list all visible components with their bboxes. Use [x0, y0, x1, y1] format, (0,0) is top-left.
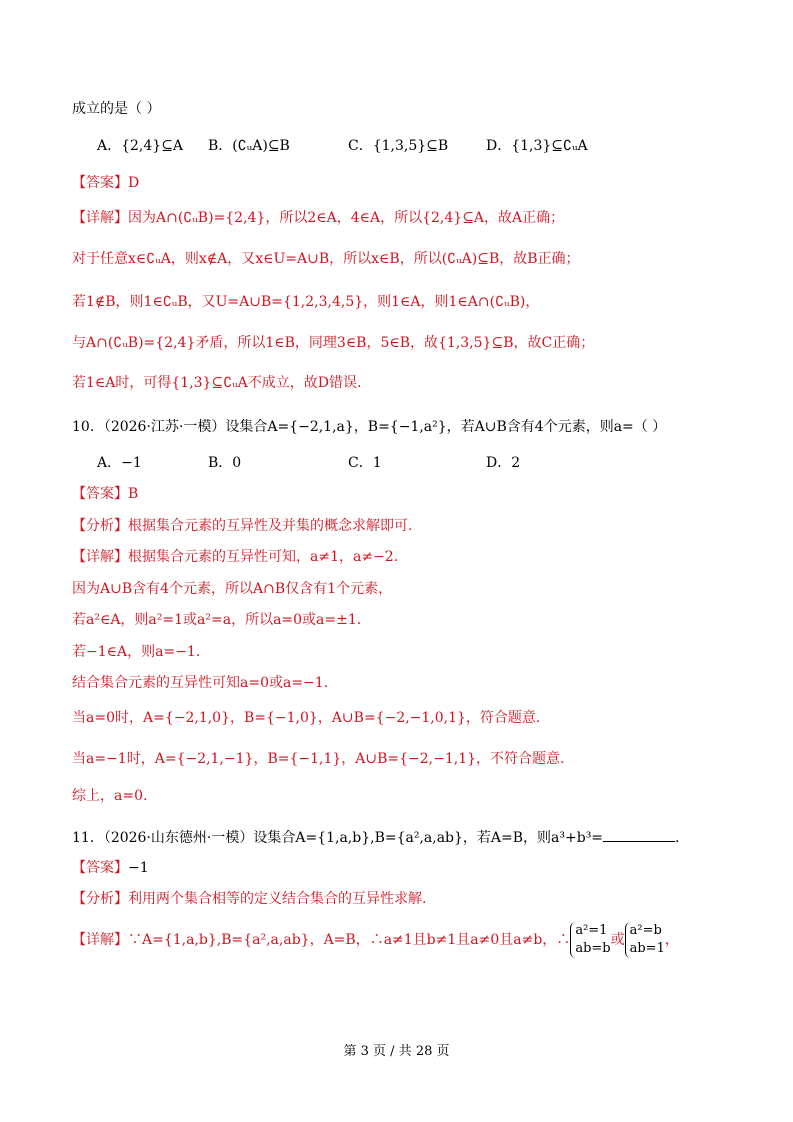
option-d: D．2 — [486, 455, 521, 471]
answer — [72, 858, 149, 878]
answer-blank — [603, 827, 675, 842]
question-11-text: 11．（2026·山东德州·一模）设集合A={1,a,b},B={a²,a,ab}，若A=B，则a³+b³= — [72, 830, 604, 846]
detail-line: 当a=0时，A={−2,1,0}，B={−1,0}，A∪B={−2,−1,0,1}，符合题意. — [72, 710, 541, 726]
detail-line: 对于任意x∈∁ᵤA，则x∉A，又x∈U=A∪B，所以x∈B，所以(∁ᵤA)⊆B，故B正确； — [72, 251, 580, 267]
detail-line: 因为A∪B含有4个元素，所以A∩B仅含有1个元素， — [72, 581, 393, 597]
period: . — [675, 830, 680, 846]
option-a: A．−1 — [97, 455, 142, 471]
detail-line: 综上，a=0. — [72, 788, 148, 804]
detail-line: 【详解】根据集合元素的互异性可知，a≠1，a≠−2. — [72, 549, 399, 565]
detail-line: 【详解】因为A∩(∁ᵤB)={2,4}，所以2∈A，4∈A，所以{2,4}⊆A，故A正确； — [72, 210, 565, 226]
analysis: 【分析】利用两个集合相等的定义结合集合的互异性求解. — [72, 891, 427, 907]
option-c: C．{1,3,5}⊆B — [348, 138, 449, 154]
detail-line: 结合集合元素的互异性可知a=0或a=−1. — [72, 675, 329, 691]
option-b: B．0 — [208, 455, 242, 471]
option-c: C．1 — [348, 455, 382, 471]
detail-line: 若1∉B，则1∈∁ᵤB，又U=A∪B={1,2,3,4,5}，则1∈A，则1∈A∩(∁ᵤB)， — [72, 294, 540, 310]
detail-line: 【详解】∵A={1,a,b},B={a²,a,ab}，A=B，∴a≠1且b≠1且a≠0且a≠b，∴a²=1 ab=b或a²=b ab=1， — [72, 923, 679, 956]
detail-line: 当a=−1时，A={−2,1,−1}，B={−1,1}，A∪B={−2,−1,1}，不符合题意. — [72, 751, 565, 767]
option-d: D．{1,3}⊆∁ᵤA — [486, 138, 588, 154]
option-b: B．(∁ᵤA)⊆B — [208, 138, 290, 154]
equation-system-2: a²=b ab=1 — [625, 922, 665, 958]
question-stem-tail: 成立的是（ ） — [72, 101, 161, 117]
question-11-stem — [72, 827, 680, 848]
detail-line: 与A∩(∁ᵤB)={2,4}矛盾，所以1∈B，同理3∈B，5∈B，故{1,3,5}⊆B，故C正确； — [72, 335, 595, 351]
detail-text: 【详解】∵A={1,a,b},B={a²,a,ab}，A=B，∴a≠1且b≠1且a≠0且a≠b，∴ — [72, 932, 571, 948]
analysis: 【分析】根据集合元素的互异性及并集的概念求解即可. — [72, 518, 413, 534]
equation-system-1: a²=1 ab=b — [570, 922, 610, 958]
answer: 【答案】D — [72, 175, 140, 191]
answer: 【答案】B — [72, 486, 139, 502]
page-footer: 第 3 页 / 共 28 页 — [343, 1044, 450, 1059]
answer-value: −1 — [128, 860, 149, 876]
option-a: A．{2,4}⊆A — [97, 138, 184, 154]
answer-label: 【答案】 — [72, 860, 128, 876]
question-10-stem: 10．（2026·江苏·一模）设集合A={−2,1,a}，B={−1,a²}，若A∪B含有4个元素，则a=（ ） — [72, 419, 667, 435]
detail-line: 若−1∈A，则a=−1. — [72, 644, 201, 660]
detail-line: 若1∈A时，可得{1,3}⊆∁ᵤA不成立，故D错误. — [72, 375, 362, 391]
detail-line: 若a²∈A，则a²=1或a²=a，所以a=0或a=±1. — [72, 612, 362, 628]
or-text: 或 — [610, 932, 625, 948]
